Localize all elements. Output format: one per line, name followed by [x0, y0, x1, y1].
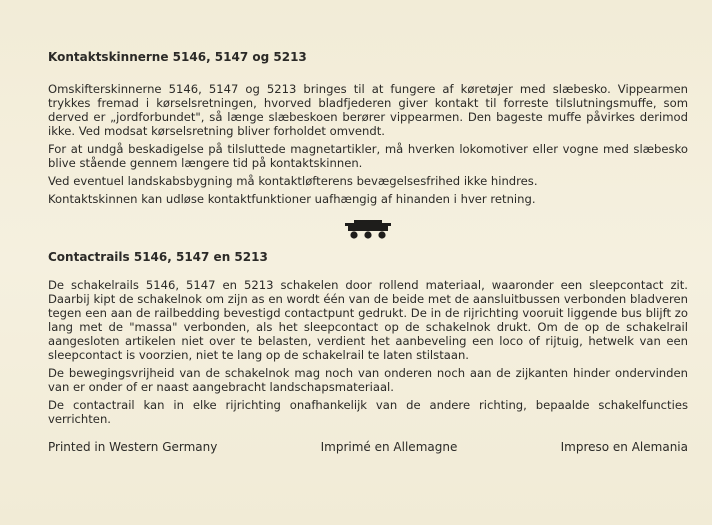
paragraph: Ved eventuel landskabsbygning må kontaktløfterens bevægelsesfrihed ikke hindres. — [48, 174, 538, 188]
document-content — [48, 50, 688, 454]
footer-left: Printed in Western Germany — [48, 440, 218, 454]
paragraph: De contactrail kan in elke rijrichting onafhankelijk van de andere richting, bepaalde schakelfuncties verrichten. — [48, 398, 688, 426]
rail-car-icon — [345, 220, 391, 240]
section-dutch — [48, 250, 688, 426]
section-title-dutch: Contactrails 5146, 5147 en 5213 — [48, 250, 268, 264]
footer-right: Impreso en Alemania — [560, 440, 688, 454]
footer — [48, 440, 688, 454]
divider — [48, 220, 688, 240]
paragraph: De schakelrails 5146, 5147 en 5213 schakelen door rollend materiaal, waaronder een sleepcontact zit. Daarbij kipt de schakelnok om zijn as en wordt één van de beide met de aansluitbussen verbonden bladveren tegen een aan de railbedding bevestigd contactpunt gedrukt. De in de rijrichting vooruit liggende bus blijft zo lang met de "massa" verbonden, als het sleepcontact op de schakelnok drukt. Om de op de schakelrail aangesloten artikelen niet over te belasten, verdient het aanbeveling een loco of rijtuig, hetwelk van een sleepcontact is voorzien, niet te lang op de schakelrail te laten stilstaan. — [48, 278, 688, 362]
paragraph: Kontaktskinnen kan udløse kontaktfunktioner uafhængig af hinanden i hver retning. — [48, 192, 536, 206]
footer-center: Imprimé en Allemagne — [320, 440, 458, 454]
section-danish — [48, 50, 688, 206]
paragraph: For at undgå beskadigelse på tilsluttede magnetartikler, må hverken lokomotiver eller vogne med slæbesko blive stående gennem længere tid på kontaktskinnen. — [48, 142, 688, 170]
paragraph: De bewegingsvrijheid van de schakelnok mag noch van onderen noch aan de zijkanten hinder ondervinden van er onder of er naast aangebracht landschapsmateriaal. — [48, 366, 688, 394]
paragraph: Omskifterskinnerne 5146, 5147 og 5213 bringes til at fungere af køretøjer med slæbesko. Vippearmen trykkes fremad i kørselsretningen, hvorved bladfjederen giver kontakt til forreste tilslutningsmuffe, som derved er „jordforbundet", så længe slæbeskoen berører vippearmen. Den bageste muffe påvirkes derimod ikke. Ved modsat kørselsretning bliver forholdet omvendt. — [48, 82, 688, 138]
section-title-danish: Kontaktskinnerne 5146, 5147 og 5213 — [48, 50, 307, 64]
